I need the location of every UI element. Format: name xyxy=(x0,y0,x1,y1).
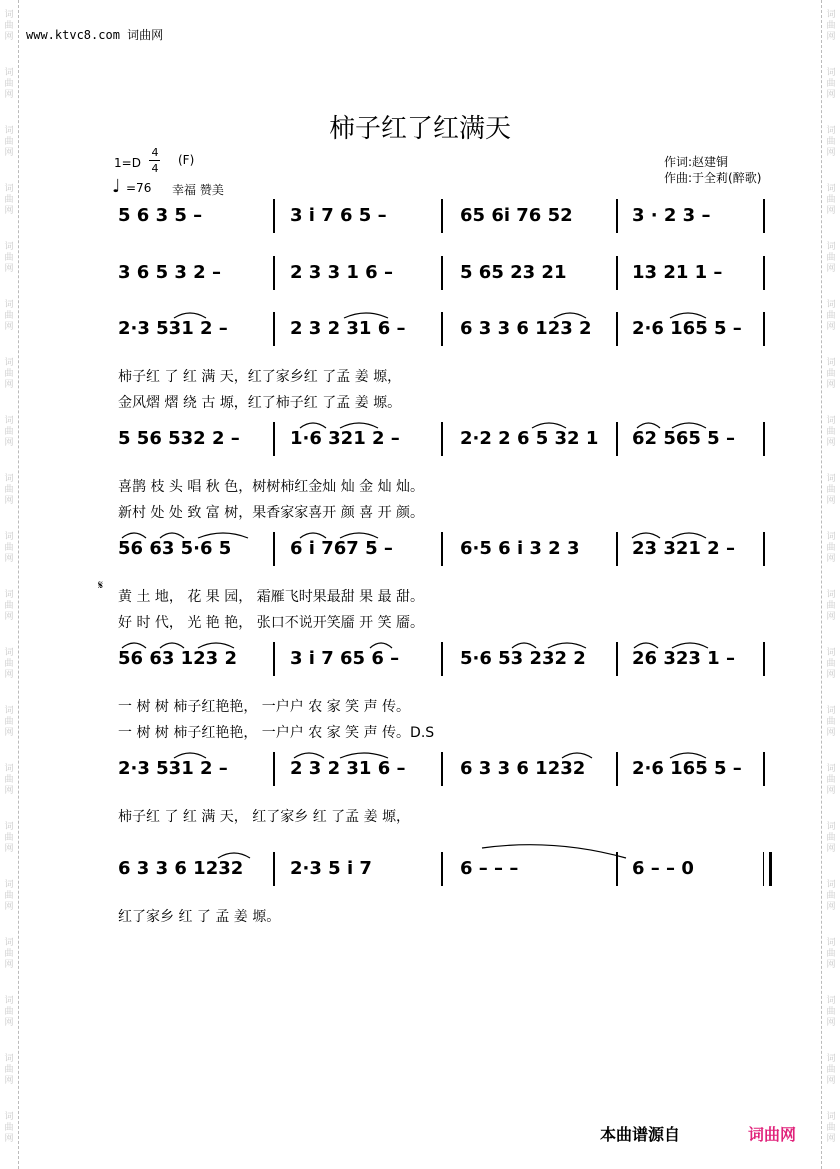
measure: 56 63 123 2 xyxy=(118,648,237,669)
site-label[interactable]: www.ktvc8.com 词曲网 xyxy=(26,28,164,42)
bar-line xyxy=(273,752,275,786)
measure: 6 i 767 5 – xyxy=(290,538,393,559)
bar-line xyxy=(616,422,618,456)
lyric-line: 一 树 树 柿子红艳艳， 一户户 农 家 笑 声 传。D.S xyxy=(118,725,435,741)
watermark-glyph: 词 曲 网 xyxy=(826,938,836,970)
slur xyxy=(482,845,626,858)
measure: 5 65 23 21 xyxy=(460,262,567,283)
bar-line xyxy=(441,852,443,886)
time-signature-top: 4 xyxy=(151,146,159,159)
bar-line xyxy=(273,642,275,676)
alt-key: (F) xyxy=(178,153,195,167)
bar-line xyxy=(441,752,443,786)
bar-line xyxy=(273,422,275,456)
watermark-glyph: 词 曲 网 xyxy=(826,242,836,274)
bar-line xyxy=(616,852,618,886)
watermark-glyph: 词 曲 网 xyxy=(4,300,14,332)
watermark-glyph: 词 曲 网 xyxy=(826,706,836,738)
lyric-line: 一 树 树 柿子红艳艳， 一户户 农 家 笑 声 传。 xyxy=(118,699,411,715)
watermark-glyph: 词 曲 网 xyxy=(826,996,836,1028)
right-watermark-strip xyxy=(821,0,840,1169)
bar-line xyxy=(273,256,275,290)
watermark-glyph: 词 曲 网 xyxy=(4,474,14,506)
measure: 2·6 165 5 – xyxy=(632,758,742,779)
measure: 6 3 3 6 1232 xyxy=(460,758,586,779)
lyric-line: 柿子红 了 红 满 天，红了家乡红 了孟 姜 塬， xyxy=(118,369,402,385)
measure: 6 – – 0 xyxy=(632,858,694,879)
bar-line xyxy=(441,642,443,676)
watermark-glyph: 词 曲 网 xyxy=(4,416,14,448)
measure: 62 565 5 – xyxy=(632,428,735,449)
watermark-glyph: 词 曲 网 xyxy=(4,1112,14,1144)
measure: 6·5 6 i 3 2 3 xyxy=(460,538,580,559)
measure: 2·3 531 2 – xyxy=(118,758,228,779)
watermark-glyph: 词 曲 网 xyxy=(826,822,836,854)
watermark-glyph: 词 曲 网 xyxy=(826,474,836,506)
watermark-glyph: 词 曲 网 xyxy=(826,10,836,42)
measure: 23 321 2 – xyxy=(632,538,735,559)
bar-line xyxy=(616,256,618,290)
lyric-line: 柿子红 了 红 满 天， 红了家乡 红 了孟 姜 塬， xyxy=(118,809,411,825)
watermark-glyph: 词 曲 网 xyxy=(4,648,14,680)
watermark-glyph: 词 曲 网 xyxy=(4,880,14,912)
watermark-glyph: 词 曲 网 xyxy=(826,590,836,622)
watermark-glyph: 词 曲 网 xyxy=(4,10,14,42)
bar-line xyxy=(616,532,618,566)
measure: 6 3 3 6 123 2 xyxy=(460,318,592,339)
measure: 2·3 531 2 – xyxy=(118,318,228,339)
watermark-glyph: 词 曲 网 xyxy=(826,358,836,390)
watermark-glyph: 词 曲 网 xyxy=(4,532,14,564)
bar-line xyxy=(616,312,618,346)
bar-line xyxy=(441,256,443,290)
time-signature-bottom: 4 xyxy=(151,162,159,175)
lyric-line: 红了家乡 红 了 孟 姜 塬。 xyxy=(118,909,281,925)
watermark-glyph: 词 曲 网 xyxy=(826,880,836,912)
bar-line xyxy=(273,199,275,233)
measure: 1·6 321 2 – xyxy=(290,428,400,449)
measure: 6 – – – xyxy=(460,858,519,879)
watermark-glyph: 词 曲 网 xyxy=(826,648,836,680)
watermark-glyph: 词 曲 网 xyxy=(826,300,836,332)
bar-line xyxy=(441,312,443,346)
bar-line xyxy=(763,422,765,456)
style-label: 幸福 赞美 xyxy=(172,183,224,197)
watermark-glyph: 词 曲 网 xyxy=(4,822,14,854)
bar-line xyxy=(763,199,765,233)
footer-source-site[interactable]: 词曲网 xyxy=(748,1125,797,1144)
watermark-glyph: 词 曲 网 xyxy=(826,532,836,564)
bar-line xyxy=(763,532,765,566)
time-signature-line xyxy=(149,160,160,161)
measure: 2·2 2 6 5 32 1 xyxy=(460,428,599,449)
watermark-glyph: 词 曲 网 xyxy=(826,184,836,216)
lyricist: 作词:赵建铜 xyxy=(664,155,729,169)
bar-line xyxy=(763,852,772,886)
lyric-line: 新村 处 处 致 富 树，果香家家喜开 颜 喜 开 颜。 xyxy=(118,505,425,521)
bar-line xyxy=(273,852,275,886)
measure: 3 i 7 65 6 – xyxy=(290,648,400,669)
measure: 2 3 2 31 6 – xyxy=(290,318,406,339)
watermark-glyph: 词 曲 网 xyxy=(4,1054,14,1086)
watermark-glyph: 词 曲 网 xyxy=(4,358,14,390)
composer: 作曲:于全莉(醉歌) xyxy=(664,171,762,185)
measure: 5 56 532 2 – xyxy=(118,428,240,449)
measure: 2·6 165 5 – xyxy=(632,318,742,339)
lyric-line: 黄 土 地， 花 果 园， 霜雁飞时果最甜 果 最 甜。 xyxy=(118,589,425,605)
measure: 3 6 5 3 2 – xyxy=(118,262,221,283)
left-watermark-strip xyxy=(0,0,19,1169)
segno-sign: 𝄋 xyxy=(98,578,104,592)
bar-line xyxy=(763,642,765,676)
measure: 26 323 1 – xyxy=(632,648,735,669)
lyric-line: 喜鹊 枝 头 唱 秋 色，树树柿红金灿 灿 金 灿 灿。 xyxy=(118,479,425,495)
measure: 2 3 2 31 6 – xyxy=(290,758,406,779)
measure: 13 21 1 – xyxy=(632,262,723,283)
measure: 6 3 3 6 1232 xyxy=(118,858,244,879)
bar-line xyxy=(616,199,618,233)
watermark-glyph: 词 曲 网 xyxy=(826,416,836,448)
watermark-glyph: 词 曲 网 xyxy=(4,938,14,970)
measure: 2·3 5 i 7 xyxy=(290,858,372,879)
measure: 5·6 53 232 2 xyxy=(460,648,586,669)
bar-line xyxy=(273,312,275,346)
bar-line xyxy=(441,532,443,566)
bar-line xyxy=(273,532,275,566)
watermark-glyph: 词 曲 网 xyxy=(826,1112,836,1144)
footer-source-label: 本曲谱源自 xyxy=(600,1125,681,1144)
watermark-glyph: 词 曲 网 xyxy=(826,126,836,158)
lyric-line: 金风熠 熠 绕 古 塬，红了柿子红 了孟 姜 塬。 xyxy=(118,395,402,411)
measure: 3 i 7 6 5 – xyxy=(290,205,387,226)
measure: 2 3 3 1 6 – xyxy=(290,262,393,283)
watermark-glyph: 词 曲 网 xyxy=(826,1054,836,1086)
watermark-glyph: 词 曲 网 xyxy=(826,68,836,100)
bar-line xyxy=(616,752,618,786)
bar-line xyxy=(763,312,765,346)
watermark-glyph: 词 曲 网 xyxy=(4,706,14,738)
quarter-note-icon: ♩ xyxy=(112,176,121,197)
bar-line xyxy=(763,752,765,786)
key-signature: 1=D xyxy=(114,156,141,170)
watermark-glyph: 词 曲 网 xyxy=(4,590,14,622)
watermark-glyph: 词 曲 网 xyxy=(4,764,14,796)
watermark-glyph: 词 曲 网 xyxy=(4,242,14,274)
lyric-line: 好 时 代， 光 艳 艳， 张口不说开笑靥 开 笑 靥。 xyxy=(118,615,425,631)
bar-line xyxy=(441,199,443,233)
bar-line xyxy=(763,256,765,290)
watermark-glyph: 词 曲 网 xyxy=(4,68,14,100)
page-title: 柿子红了红满天 xyxy=(328,114,511,144)
watermark-glyph: 词 曲 网 xyxy=(4,184,14,216)
watermark-glyph: 词 曲 网 xyxy=(826,764,836,796)
measure: 56 63 5·6 5 xyxy=(118,538,232,559)
bar-line xyxy=(441,422,443,456)
watermark-glyph: 词 曲 网 xyxy=(4,996,14,1028)
measure: 5 6 3 5 – xyxy=(118,205,203,226)
tempo: =76 xyxy=(126,181,152,195)
measure: 65 6i 76 52 xyxy=(460,205,573,226)
measure: 3 · 2 3 – xyxy=(632,205,711,226)
watermark-glyph: 词 曲 网 xyxy=(4,126,14,158)
bar-line xyxy=(616,642,618,676)
